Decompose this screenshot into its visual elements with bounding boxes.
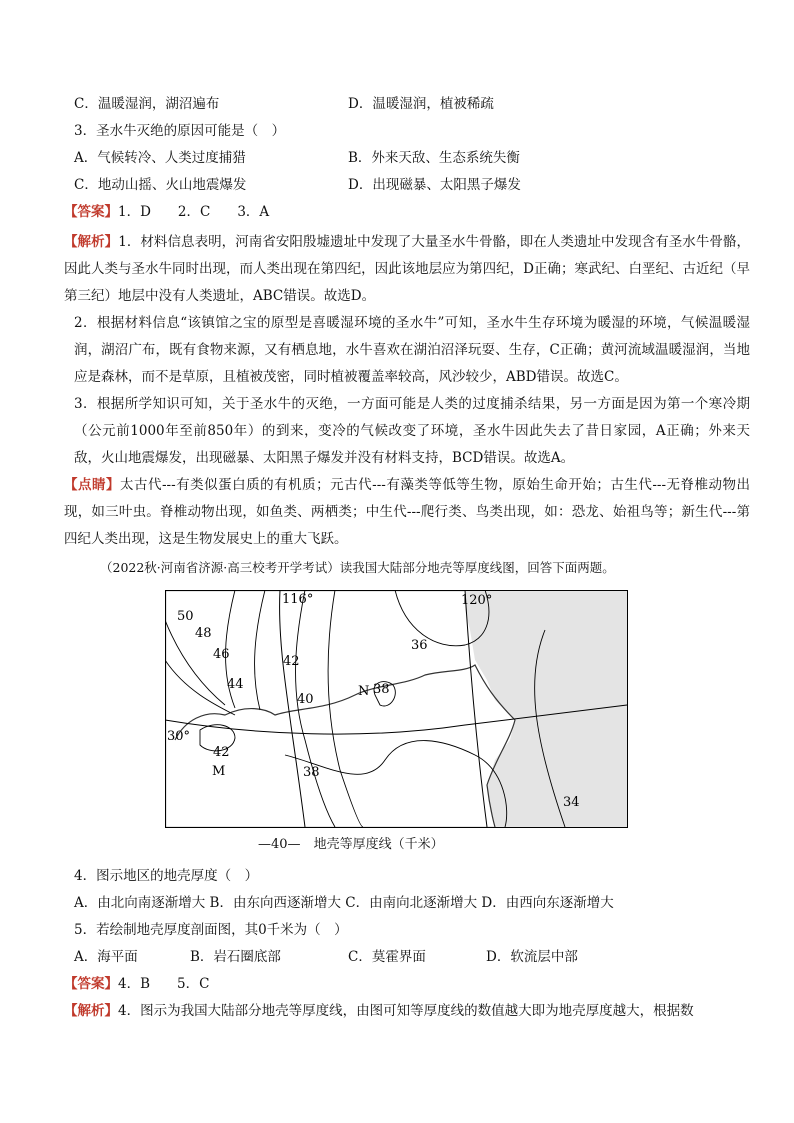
- lon-label-116: 116°: [282, 592, 314, 607]
- contour-label-50: 50: [177, 609, 194, 624]
- crust-thickness-map: [165, 590, 628, 828]
- q3-stem: 3．圣水牛灭绝的原因可能是（ ）: [74, 123, 286, 139]
- q5-stem: 5．若绘制地壳厚度剖面图，其0千米为（ ）: [74, 922, 348, 938]
- contour-label-36: 36: [411, 638, 428, 653]
- q5-option-b: B．岩石圈底部: [190, 949, 281, 965]
- contour-label-46: 46: [213, 647, 230, 662]
- answer-block-2: [64, 974, 754, 994]
- contour-label-38: 38: [303, 765, 320, 780]
- figure-caption: （2022秋·河南省济源·高三校考开学考试）读我国大陆部分地壳等厚度线图，回答下面两题。: [100, 560, 615, 575]
- answer-tag-2: 【答案】: [64, 976, 118, 992]
- point-label-n: N: [358, 684, 370, 699]
- q3-option-a: A．气候转冷、人类过度捕猎: [74, 150, 246, 166]
- analysis-block-2: [64, 1001, 754, 1021]
- contour-label-42-m: 42: [213, 745, 230, 760]
- answer-text-2: 4．B 5．C: [118, 976, 210, 992]
- point-label-m: M: [212, 764, 226, 779]
- lon-label-120: 120°: [461, 593, 493, 608]
- legend-value: 40: [271, 837, 288, 852]
- q5-option-a: A．海平面: [74, 949, 138, 965]
- q4-options: A．由北向南逐渐增大 B．由东向西逐渐增大 C．由南向北逐渐增大 D．由西向东逐渐增大: [74, 895, 614, 911]
- analysis-p3: 3．根据所学知识可知，关于圣水牛的灭绝，一方面可能是人类的过度捕杀结果，另一方面是因为第一个寒冷期（公元前1000年至前850年）的到来，变冷的气候改变了环境，圣水牛因此失去了昔日家园，A正确；外来天敌，火山地震爆发，出现磁暴、太阳黑子爆发并没有材料支持，BCD错误。故选A。: [74, 396, 750, 466]
- answer-block-1: [64, 202, 754, 222]
- answer-text: 1．D 2．C 3．A: [118, 204, 270, 220]
- lat-label-30: 30°: [167, 729, 191, 744]
- q5-option-d: D．软流层中部: [486, 949, 578, 965]
- points-block: [64, 472, 750, 553]
- contour-label-38-n: 38: [373, 682, 390, 697]
- q2-option-d: D．温暖湿润，植被稀疏: [348, 96, 494, 112]
- map-legend: —40— 地壳等厚度线（千米）: [258, 837, 444, 852]
- analysis-p2: 2．根据材料信息“该镇馆之宝的原型是喜暖湿环境的圣水牛”可知，圣水牛生存环境为暖湿的环境，气候温暖湿润，湖沼广布，既有食物来源，又有栖息地，水牛喜欢在湖泊沼泽玩耍、生存，C正确；黄河流域温暖湿润，当地应是森林，而不是草原，且植被茂密，同时植被覆盖率较高，风沙较少，ABD错误。故选C。: [74, 315, 750, 385]
- q3-option-c: C．地动山摇、火山地震爆发: [74, 177, 247, 193]
- q2-option-c: C．温暖湿润，湖沼遍布: [74, 96, 220, 112]
- analysis-p1: 1．材料信息表明，河南省安阳殷墟遗址中发现了大量圣水牛骨骼，即在人类遗址中发现含有圣水牛骨骼，因此人类与圣水牛同时出现，而人类出现在第四纪，因此该地层应为第四纪，D正确；寒武纪、白垩纪、古近纪（早第三纪）地层中没有人类遗址，ABC错误。故选D。: [64, 234, 751, 304]
- contour-label-40: 40: [297, 692, 314, 707]
- points-tag: 【点睛】: [64, 477, 120, 493]
- answer-tag: 【答案】: [64, 204, 118, 220]
- points-text: 太古代---有类似蛋白质的有机质；元古代---有藻类等低等生物，原始生命开始；古生代---无脊椎动物出现，如三叶虫。脊椎动物出现，如鱼类、两栖类；中生代---爬行类、鸟类出现，如：恐龙、始祖鸟等；新生代---第四纪人类出现，这是生物发展史上的重大飞跃。: [64, 477, 750, 547]
- contour-label-34: 34: [563, 795, 580, 810]
- analysis-tag-2: 【解析】: [64, 1003, 118, 1019]
- contour-label-44: 44: [227, 677, 244, 692]
- contour-label-48: 48: [195, 626, 212, 641]
- q5-option-c: C．莫霍界面: [348, 949, 426, 965]
- analysis-tag: 【解析】: [64, 234, 119, 250]
- q4-stem: 4．图示地区的地壳厚度（ ）: [74, 868, 259, 884]
- analysis-text-2: 4．图示为我国大陆部分地壳等厚度线，由图可知等厚度线的数值越大即为地壳厚度越大，根据数: [118, 1003, 694, 1019]
- analysis-block-1: [64, 229, 750, 310]
- q3-option-d: D．出现磁暴、太阳黑子爆发: [348, 177, 521, 193]
- legend-text: 地壳等厚度线（千米）: [313, 837, 444, 852]
- contour-label-42: 42: [283, 654, 300, 669]
- q3-option-b: B．外来天敌、生态系统失衡: [348, 150, 520, 166]
